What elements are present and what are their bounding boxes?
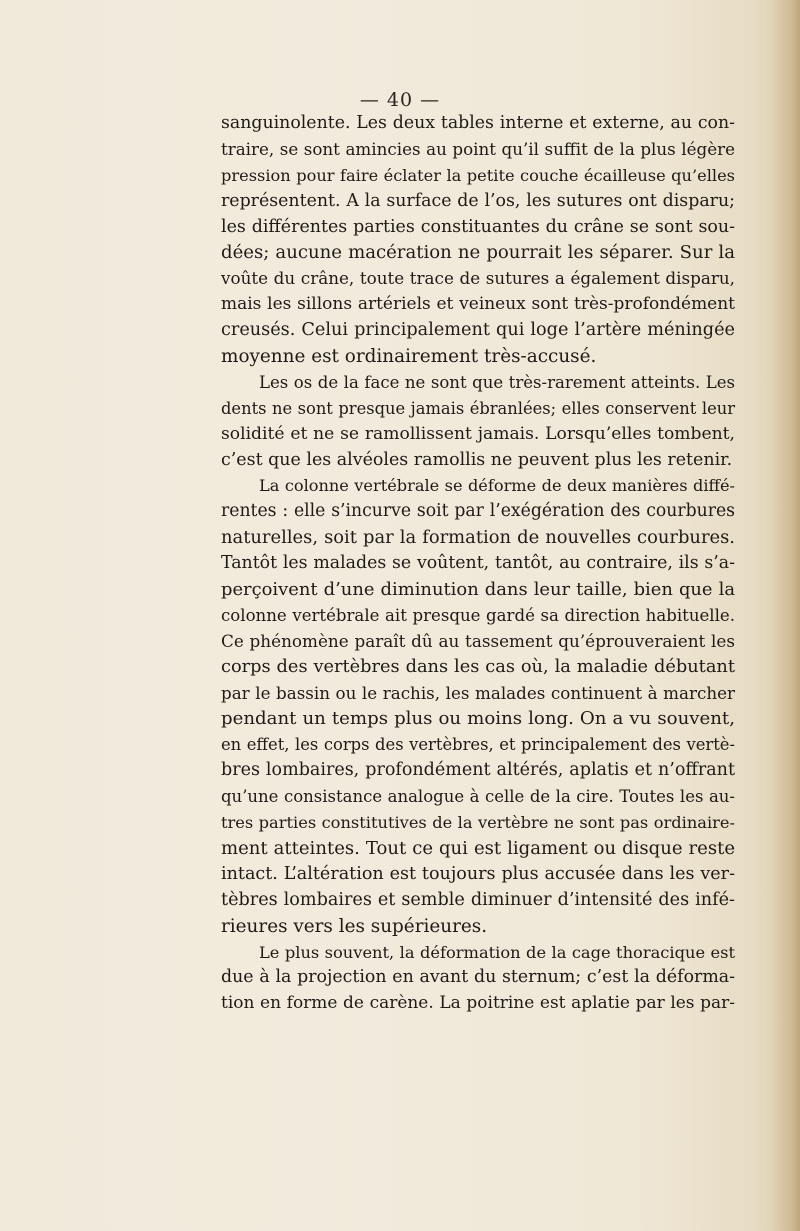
text-line: pendant un temps plus ou moins long. On a vu souvent, — [221, 708, 735, 730]
text-line: Les os de la face ne sont que très-rarement atteints. Les — [259, 372, 735, 392]
text-line: naturelles, soit par la formation de nouvelles courbures. — [221, 527, 735, 549]
text-line: par le bassin ou le rachis, les malades continuent à marcher — [221, 682, 735, 703]
text-line: rieures vers les supérieures. — [221, 915, 488, 937]
text-line: rentes : elle s’incurve soit par l’exégération des courbures — [221, 501, 735, 522]
text-line: mais les sillons artériels et veineux sont très-profondément — [221, 294, 735, 315]
text-line: dents ne sont presque jamais ébranlées; elles conservent leur — [221, 398, 735, 418]
text-line: dées; aucune macération ne pourrait les séparer. Sur la — [221, 242, 735, 264]
page-edge-shadow — [772, 0, 800, 1231]
text-line: ment atteintes. Tout ce qui est ligament ou disque reste — [221, 837, 735, 859]
text-line: les différentes parties constituantes du crâne se sont sou- — [221, 216, 735, 237]
text-line: due à la projection en avant du sternum; c’est la déforma- — [221, 967, 735, 988]
text-line: corps des vertèbres dans les cas où, la maladie débutant — [221, 656, 735, 677]
text-line: tres parties constitutives de la vertèbre ne sont pas ordinaire- — [221, 813, 735, 833]
text-line: représentent. A la surface de l’os, les sutures ont disparu; — [221, 190, 735, 211]
text-line: en effet, les corps des vertèbres, et principalement des vertè- — [221, 735, 735, 755]
text-line: tèbres lombaires et semble diminuer d’intensité des infé- — [221, 889, 735, 910]
body-text — [221, 111, 735, 1017]
text-line: bres lombaires, profondément altérés, aplatis et n’offrant — [221, 760, 735, 781]
text-line: solidité et ne se ramollissent jamais. Lorsqu’elles tombent, — [221, 423, 735, 444]
text-line: La colonne vertébrale se déforme de deux manières diffé- — [259, 476, 735, 496]
text-line: sanguinolente. Les deux tables interne et externe, au con- — [221, 113, 735, 133]
text-line: traire, se sont amincies au point qu’il suffit de la plus légère — [221, 138, 735, 159]
text-line: Ce phénomène paraît dû au tassement qu’éprouveraient les — [221, 630, 735, 651]
text-line: Tantôt les malades se voûtent, tantôt, au contraire, ils s’a- — [221, 553, 735, 574]
text-line: intact. L’altération est toujours plus accusée dans les ver- — [221, 863, 735, 884]
text-line: Le plus souvent, la déformation de la cage thoracique est — [259, 942, 735, 962]
text-line: pression pour faire éclater la petite couche écailleuse qu’elles — [221, 165, 735, 185]
text-line: moyenne est ordinairement très-accusé. — [221, 346, 597, 368]
text-line: tion en forme de carène. La poitrine est aplatie par les par- — [221, 993, 735, 1014]
text-line: c’est que les alvéoles ramollis ne peuvent plus les retenir. — [221, 449, 733, 470]
text-line: voûte du crâne, toute trace de sutures a également disparu, — [221, 268, 735, 289]
page-number: — 40 — — [359, 89, 441, 111]
text-line: qu’une consistance analogue à celle de la cire. Toutes les au- — [221, 787, 735, 807]
text-line: perçoivent d’une diminution dans leur taille, bien que la — [221, 579, 735, 601]
text-line: creusés. Celui principalement qui loge l’artère méningée — [221, 320, 735, 341]
text-line: colonne vertébrale ait presque gardé sa direction habituelle. — [221, 605, 735, 625]
